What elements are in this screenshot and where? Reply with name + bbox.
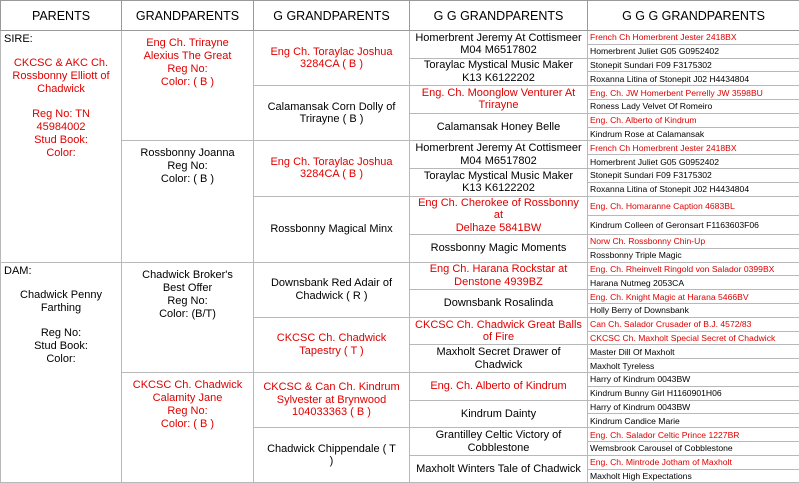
text-line: Eng. Ch. Moonglow Venturer At xyxy=(412,87,585,100)
gg-grandparent-cell xyxy=(410,235,588,263)
text-line: Trirayne ( B ) xyxy=(256,113,407,126)
text-line: Chadwick xyxy=(412,359,585,372)
header-g-grandparents: G GRANDPARENTS xyxy=(254,1,410,31)
text-line: Downsbank Rosalinda xyxy=(412,297,585,310)
gg-grandparent-cell xyxy=(410,86,588,114)
gg-grandparent-cell xyxy=(410,58,588,86)
ggg-grandparent-cell: Homerbrent Juliet G05 G0952402 xyxy=(588,44,799,58)
text-line: M04 M6517802 xyxy=(412,155,585,168)
text-line: Eng. Ch. Alberto of Kindrum xyxy=(412,380,585,393)
grandparent-cell xyxy=(122,373,254,483)
text-line: Rossbonny Magic Moments xyxy=(412,242,585,255)
text-line: 45984002 xyxy=(3,121,119,134)
text-line xyxy=(3,315,119,327)
text-line: Color: xyxy=(3,353,119,366)
ggg-grandparent-cell: Eng. Ch. Knight Magic at Harana 5466BV xyxy=(588,290,799,304)
text-line: Eng Ch. Toraylac Joshua xyxy=(256,156,407,169)
ggg-grandparent-cell: Stonepit Sundari F09 F3175302 xyxy=(588,168,799,182)
text-line: Homerbrent Jeremy At Cottismeer xyxy=(412,142,585,155)
gg-grandparent-cell xyxy=(410,373,588,401)
ggg-grandparent-cell: Wemsbrook Carousel of Cobblestone xyxy=(588,442,799,456)
text-line: Reg No: TN xyxy=(3,108,119,121)
text-line: Cobblestone xyxy=(412,442,585,455)
text-line: K13 K6122202 xyxy=(412,182,585,195)
gg-grandparent-cell xyxy=(410,31,588,59)
text-line: Maxholt Winters Tale of Chadwick xyxy=(412,463,585,476)
ggg-grandparent-cell: Maxholt Tyreless xyxy=(588,359,799,373)
pedigree-row xyxy=(1,262,799,276)
text-line: CKCSC Ch. Chadwick xyxy=(256,332,407,345)
ggg-grandparent-cell: Roxanna Litina of Stonepit J02 H4434804 xyxy=(588,182,799,196)
g-grandparent-cell xyxy=(254,317,410,372)
text-line: Stud Book: xyxy=(3,134,119,147)
text-line: Denstone 4939BZ xyxy=(412,276,585,289)
gg-grandparent-cell xyxy=(410,455,588,483)
text-line: Reg No: xyxy=(124,160,251,173)
dam-label: DAM: xyxy=(3,265,119,278)
gg-grandparent-cell xyxy=(410,141,588,169)
text-line: Calamansak Honey Belle xyxy=(412,121,585,134)
text-line: K13 K6122202 xyxy=(412,72,585,85)
gg-grandparent-cell xyxy=(410,345,588,373)
ggg-grandparent-cell: Kindrum Rose at Calamansak xyxy=(588,127,799,141)
text-line: M04 M6517802 xyxy=(412,44,585,57)
text-line: Reg No: xyxy=(124,295,251,308)
text-line: Color: ( B ) xyxy=(124,418,251,431)
ggg-grandparent-cell: Eng. Ch. Alberto of Kindrum xyxy=(588,113,799,127)
text-line: Alexius The Great xyxy=(124,50,251,63)
ggg-grandparent-cell: Harry of Kindrum 0043BW xyxy=(588,400,799,414)
ggg-grandparent-cell: Holly Berry of Downsbank xyxy=(588,304,799,318)
g-grandparent-cell xyxy=(254,262,410,317)
text-line: Color: ( B ) xyxy=(124,173,251,186)
grandparent-cell xyxy=(122,31,254,141)
text-line: Reg No: xyxy=(124,63,251,76)
pedigree-row xyxy=(1,31,799,45)
text-line: Color: (B/T) xyxy=(124,308,251,321)
text-line: Kindrum Dainty xyxy=(412,408,585,421)
ggg-grandparent-cell: Master Dill Of Maxholt xyxy=(588,345,799,359)
ggg-grandparent-cell: Harana Nutmeg 2053CA xyxy=(588,276,799,290)
text-line: 3284CA ( B ) xyxy=(256,168,407,181)
ggg-grandparent-cell: Kindrum Colleen of Geronsart F1163603F06 xyxy=(588,215,799,234)
text-line: 104033363 ( B ) xyxy=(256,406,407,419)
text-line: Downsbank Red Adair of xyxy=(256,277,407,290)
ggg-grandparent-cell: Maxholt High Expectations xyxy=(588,469,799,483)
g-grandparent-cell xyxy=(254,196,410,262)
text-line: Calamansak Corn Dolly of xyxy=(256,101,407,114)
text-line: Chadwick xyxy=(3,83,119,96)
text-line: Eng Ch. Toraylac Joshua xyxy=(256,46,407,59)
text-line: Reg No: xyxy=(3,327,119,340)
text-line: Eng Ch. Trirayne xyxy=(124,37,251,50)
text-line: Eng Ch. Harana Rockstar at xyxy=(412,263,585,276)
text-line: CKCSC & AKC Ch. xyxy=(3,57,119,70)
ggg-grandparent-cell: Roxanna Litina of Stonepit J02 H4434804 xyxy=(588,72,799,86)
gg-grandparent-cell xyxy=(410,317,588,345)
dam-cell xyxy=(1,262,122,483)
g-grandparent-cell xyxy=(254,428,410,483)
header-row xyxy=(1,1,799,31)
text-line: Chadwick Chippendale ( T xyxy=(256,443,407,456)
g-grandparent-cell xyxy=(254,86,410,141)
text-line: Grantilley Celtic Victory of xyxy=(412,429,585,442)
text-line: ) xyxy=(256,455,407,468)
text-line: Color: xyxy=(3,147,119,160)
header-parents: PARENTS xyxy=(1,1,122,31)
text-line: 3284CA ( B ) xyxy=(256,58,407,71)
grandparent-cell xyxy=(122,262,254,372)
ggg-grandparent-cell: Roness Lady Velvet Of Romeiro xyxy=(588,99,799,113)
gg-grandparent-cell xyxy=(410,196,588,235)
text-line: Tapestry ( T ) xyxy=(256,345,407,358)
text-line: CKCSC Ch. Chadwick Great Balls xyxy=(412,319,585,332)
text-line: Chadwick ( R ) xyxy=(256,290,407,303)
gg-grandparent-cell xyxy=(410,113,588,141)
text-line: CKCSC Ch. Chadwick xyxy=(124,379,251,392)
g-grandparent-cell xyxy=(254,141,410,196)
text-line: Toraylac Mystical Music Maker xyxy=(412,170,585,183)
text-line: Homerbrent Jeremy At Cottismeer xyxy=(412,32,585,45)
text-line: Chadwick Broker's xyxy=(124,269,251,282)
text-line: Chadwick Penny xyxy=(3,289,119,302)
text-line: Eng Ch. Cherokee of Rossbonny at xyxy=(412,197,585,222)
text-line xyxy=(3,96,119,108)
ggg-grandparent-cell: French Ch Homerbrent Jester 2418BX xyxy=(588,31,799,45)
ggg-grandparent-cell: Kindrum Bunny Girl H1160901H06 xyxy=(588,386,799,400)
text-line: Rossbonny Magical Minx xyxy=(256,223,407,236)
ggg-grandparent-cell: Eng. Ch. Rheinvelt Ringold von Salador 0399BX xyxy=(588,262,799,276)
ggg-grandparent-cell: Eng. Ch. Salador Celtic Prince 1227BR xyxy=(588,428,799,442)
text-line: Delhaze 5841BW xyxy=(412,222,585,235)
text-line: Maxholt Secret Drawer of xyxy=(412,346,585,359)
ggg-grandparent-cell: Eng. Ch. Mintrode Jotham of Maxholt xyxy=(588,455,799,469)
header-grandparents: GRANDPARENTS xyxy=(122,1,254,31)
ggg-grandparent-cell: Harry of Kindrum 0043BW xyxy=(588,373,799,387)
text-line: Rossbonny Joanna xyxy=(124,147,251,160)
g-grandparent-cell xyxy=(254,31,410,86)
header-gg-grandparents: G G GRANDPARENTS xyxy=(410,1,588,31)
ggg-grandparent-cell: Norw Ch. Rossbonny Chin-Up xyxy=(588,235,799,249)
gg-grandparent-cell xyxy=(410,400,588,428)
text-line: Rossbonny Elliott of xyxy=(3,70,119,83)
sire-label: SIRE: xyxy=(3,33,119,46)
g-grandparent-cell xyxy=(254,373,410,428)
ggg-grandparent-cell: Eng. Ch. Homaranne Caption 4683BL xyxy=(588,196,799,215)
text-line: Toraylac Mystical Music Maker xyxy=(412,59,585,72)
gg-grandparent-cell xyxy=(410,168,588,196)
gg-grandparent-cell xyxy=(410,290,588,318)
text-line: Sylvester at Brynwood xyxy=(256,394,407,407)
ggg-grandparent-cell: Can Ch. Salador Crusader of B.J. 4572/83 xyxy=(588,317,799,331)
ggg-grandparent-cell: Stonepit Sundari F09 F3175302 xyxy=(588,58,799,72)
grandparent-cell xyxy=(122,141,254,262)
text-line: Color: ( B ) xyxy=(124,76,251,89)
text-line: Best Offer xyxy=(124,282,251,295)
text-line: Farthing xyxy=(3,302,119,315)
text-line: Trirayne xyxy=(412,99,585,112)
text-line: Reg No: xyxy=(124,405,251,418)
text-line: CKCSC & Can Ch. Kindrum xyxy=(256,381,407,394)
header-ggg-grandparents: G G G GRANDPARENTS xyxy=(588,1,799,31)
text-line: Calamity Jane xyxy=(124,392,251,405)
ggg-grandparent-cell: Eng. Ch. JW Homerbent Perrelly JW 3598BU xyxy=(588,86,799,100)
ggg-grandparent-cell: Rossbonny Triple Magic xyxy=(588,248,799,262)
text-line: Stud Book: xyxy=(3,340,119,353)
ggg-grandparent-cell: Kindrum Candice Marie xyxy=(588,414,799,428)
text-line: of Fire xyxy=(412,331,585,344)
gg-grandparent-cell xyxy=(410,262,588,290)
gg-grandparent-cell xyxy=(410,428,588,456)
ggg-grandparent-cell: French Ch Homerbrent Jester 2418BX xyxy=(588,141,799,155)
ggg-grandparent-cell: CKCSC Ch. Maxholt Special Secret of Chadwick xyxy=(588,331,799,345)
ggg-grandparent-cell: Homerbrent Juliet G05 G0952402 xyxy=(588,155,799,169)
sire-cell xyxy=(1,31,122,263)
